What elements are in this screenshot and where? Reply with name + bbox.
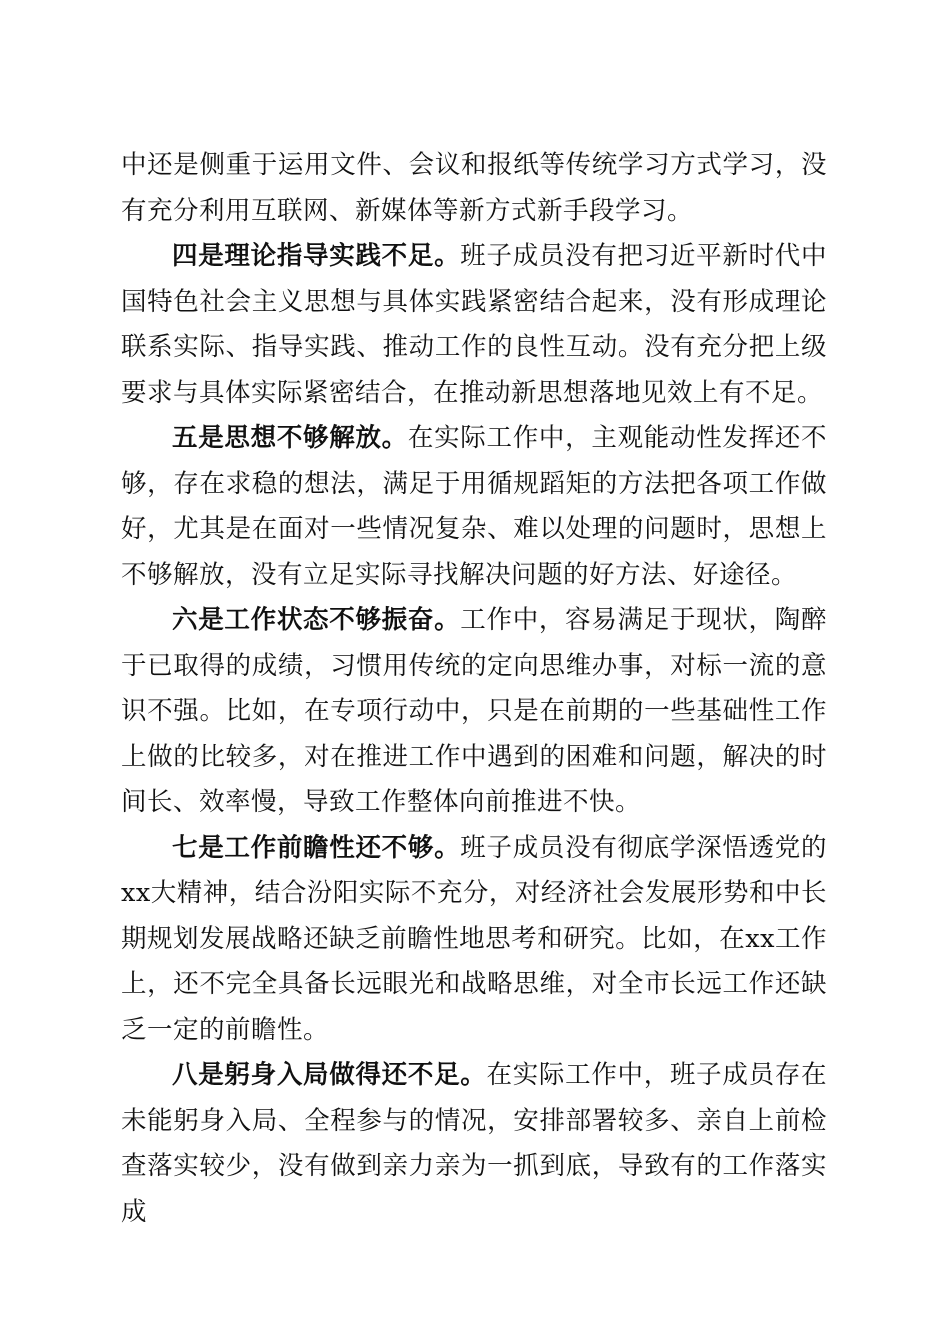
paragraph-lead: 六是工作状态不够振奋。 [172,605,461,635]
paragraph-text: 班子成员没有把习近平新时代中国特色社会主义思想与具体实践紧密结合起来，没有形成理论联系实际、指导实践、推动工作的良性互动。没有充分把上级要求与具体实际紧密结合，在推动新思想落地见效上有不足。 [121,241,827,408]
paragraph-lead: 四是理论指导实践不足。 [172,241,461,271]
paragraph-item-6 [121,598,827,826]
paragraph-item-5 [121,416,827,598]
document-body [121,143,827,1235]
paragraph-text: 在实际工作中，班子成员存在未能躬身入局、全程参与的情况，安排部署较多、亲自上前检查落实较少，没有做到亲力亲为一抓到底，导致有的工作落实成 [121,1060,827,1227]
paragraph-lead: 七是工作前瞻性还不够。 [172,832,461,863]
paragraph-text: 中还是侧重于运用文件、会议和报纸等传统学习方式学习，没有充分利用互联网、新媒体等新方式新手段学习。 [121,150,827,226]
paragraph-item-8 [121,1053,827,1235]
paragraph-text: 工作中，容易满足于现状，陶醉于已取得的成绩，习惯用传统的定向思维办事，对标一流的意识不强。比如，在专项行动中，只是在前期的一些基础性工作上做的比较多，对在推进工作中遇到的困难和问题，解决的时间长、效率慢，导致工作整体向前推进不快。 [121,605,827,817]
paragraph-item-7 [121,826,827,1054]
paragraph-text: 班子成员没有彻底学深悟透党的xx大精神，结合汾阳实际不充分，对经济社会发展形势和中长期规划发展战略还缺乏前瞻性地思考和研究。比如，在xx工作上，还不完全具备长远眼光和战略思维，对全市长远工作还缺乏一定的前瞻性。 [121,832,827,1045]
paragraph-continuation [121,143,827,234]
paragraph-item-4 [121,234,827,416]
paragraph-text: 在实际工作中，主观能动性发挥还不够，存在求稳的想法，满足于用循规蹈矩的方法把各项工作做好，尤其是在面对一些情况复杂、难以处理的问题时，思想上不够解放，没有立足实际寻找解决问题的好方法、好途径。 [121,423,827,590]
paragraph-lead: 八是躬身入局做得还不足。 [172,1060,487,1090]
paragraph-lead: 五是思想不够解放。 [172,423,408,453]
